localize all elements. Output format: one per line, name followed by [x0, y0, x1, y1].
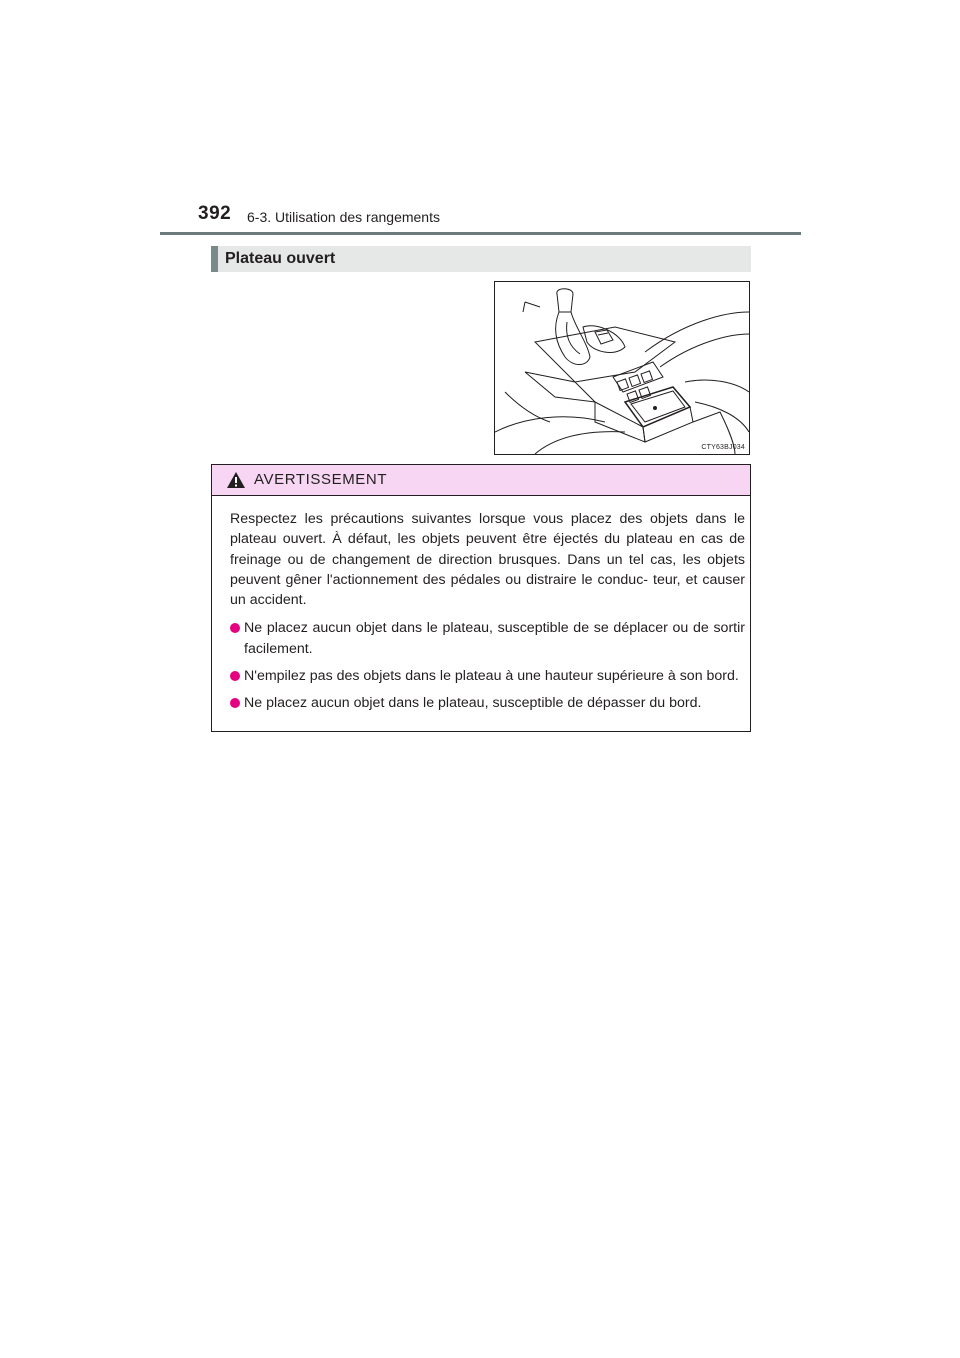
console-tray-illustration [495, 282, 749, 454]
warning-title: AVERTISSEMENT [254, 471, 388, 488]
subsection-title: Plateau ouvert [225, 250, 336, 267]
warning-bullet [230, 618, 745, 659]
warning-bullet-text: Ne placez aucun objet dans le plateau, susceptible de se déplacer ou de sortir facilement. [244, 620, 745, 657]
page-number: 392 [198, 203, 232, 224]
warning-header [212, 465, 750, 496]
figure-code: CTY63BJ034 [701, 444, 745, 451]
header-divider [160, 232, 801, 235]
warning-bullet [230, 693, 745, 713]
warning-bullet-text: N'empilez pas des objets dans le plateau à une hauteur supérieure à son bord. [244, 668, 739, 685]
warning-triangle-icon [226, 471, 246, 489]
bullet-dot-icon [230, 698, 240, 708]
warning-box [211, 464, 751, 732]
warning-body [230, 509, 745, 721]
section-title: 6-3. Utilisation des rangements [247, 209, 440, 225]
warning-intro: Respectez les précautions suivantes lorsque vous placez des objets dans le plateau ouvert. À défaut, les objets peuvent être éjectés du plateau en cas de freinage ou de changement de direction brusques. Dans un tel cas, les objets peuvent gêner l'actionnement des pédales ou distraire le conduc- teur, et causer un accident. [230, 511, 745, 609]
warning-bullet [230, 666, 745, 686]
warning-bullet-text: Ne placez aucun objet dans le plateau, susceptible de dépasser du bord. [244, 695, 702, 712]
subsection-heading [211, 246, 751, 272]
subsection-marker [211, 246, 218, 272]
bullet-dot-icon [230, 671, 240, 681]
bullet-dot-icon [230, 623, 240, 633]
illustration-frame [494, 281, 750, 455]
